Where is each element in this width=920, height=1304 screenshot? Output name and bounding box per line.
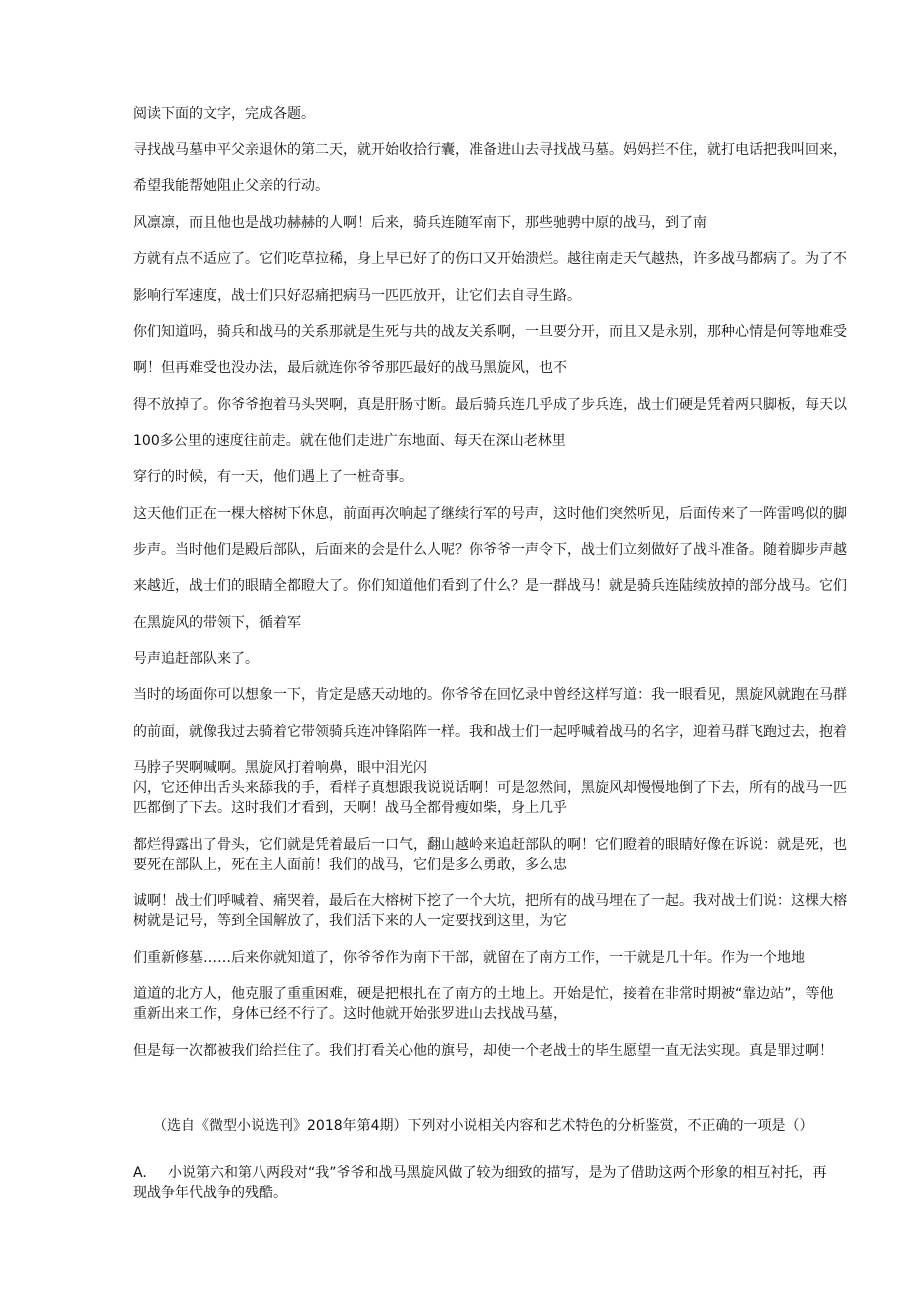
option-text: 现战争年代战争的残酷。: [133, 1185, 287, 1201]
passage-line: 要死在部队上，死在主人面前！我们的战马，它们是多么勇敢，多么忠: [133, 857, 567, 873]
passage-line: 来越近，战士们的眼睛全都瞪大了。你们知道他们看到了什么？是一群战马！就是骑兵连陆续放掉的部分战马。它们: [133, 578, 847, 594]
passage-line: 诚啊！战士们呼喊着、痛哭着，最后在大榕树下挖了一个大坑，把所有的战马埋在了一起。我对战士们说：这棵大榕: [133, 893, 847, 909]
passage-line: 步声。当时他们是殿后部队，后面来的会是什么人呢？你爷爷一声令下，战士们立刻做好了战斗准备。随着脚步声越: [133, 542, 847, 558]
passage-line: 道道的北方人，他克服了重重困难，硬是把根扎在了南方的土地上。开始是忙，接着在非常时期被“靠边站”，等他: [133, 986, 834, 1002]
passage-line: 影响行军速度，战士们只好忍痛把病马一匹匹放开，让它们去自寻生路。: [133, 288, 581, 304]
passage-line: 得不放掉了。你爷爷抱着马头哭啊，真是肝肠寸断。最后骑兵连几乎成了步兵连，战士们硬是凭着两只脚板，每天以: [133, 397, 847, 413]
option-letter: A.: [133, 1165, 147, 1181]
passage-line: 但是每一次都被我们给拦住了。我们打看关心他的旗号，却使一个老战士的毕生愿望一直无法实现。真是罪过啊！: [133, 1043, 833, 1059]
passage-line: 号声追赶部队来了。: [133, 651, 259, 667]
passage-line: 当时的场面你可以想象一下，肯定是感天动地的。你爷爷在回忆录中曾经这样写道：我一眼看见，黑旋风就跑在马群: [133, 687, 847, 703]
passage-line: 们重新修墓……后来你就知道了，你爷爷作为南下干部，就留在了南方工作，一干就是几十年。作为一个地地: [133, 950, 805, 966]
passage-line: 马脖子哭啊喊啊。黑旋风打着响鼻，眼中泪光闪: [133, 760, 427, 776]
passage-line: 寻找战马墓申平父亲退休的第二天，就开始收拾行囊，准备进山去寻找战马墓。妈妈拦不住，就打电话把我叫回来，: [133, 142, 847, 158]
passage-line: 都烂得露出了骨头，它们就是凭着最后一口气，翻山越岭来追赶部队的啊！它们瞪着的眼睛好像在诉说：就是死，也: [133, 837, 847, 853]
passage-line: 闪，它还伸出舌头来舔我的手，看样子真想跟我说说话啊！可是忽然间，黑旋风却慢慢地倒了下去，所有的战马一匹: [133, 780, 847, 796]
instruction-line: 阅读下面的文字，完成各题。: [133, 106, 315, 122]
passage-line: 这天他们正在一棵大榕树下休息，前面再次响起了继续行军的号声，这时他们突然听见，后面传来了一阵雷鸣似的脚: [133, 506, 847, 522]
passage-line: 你们知道吗，骑兵和战马的关系那就是生死与共的战友关系啊，一旦要分开，而且又是永别，那种心情是何等地难受: [133, 324, 847, 340]
passage-line: 的前面，就像我过去骑着它带领骑兵连冲锋陷阵一样。我和战士们一起呼喊着战马的名字，迎着马群飞跑过去，抱着: [133, 724, 847, 740]
passage-line: 在黑旋风的带领下，循着军: [133, 615, 301, 631]
passage-line: 匹都倒了下去。这时我们才看到，天啊！战马全都骨瘦如柴，身上几乎: [133, 800, 567, 816]
option-text: 小说第六和第八两段对“我”爷爷和战马黑旋风做了较为细致的描写，是为了借助这两个形象的相互衬托，再: [168, 1165, 827, 1181]
passage-line: 啊！但再难受也没办法，最后就连你爷爷那匹最好的战马黑旋风，也不: [133, 360, 567, 376]
question-stem: （选自《微型小说选刊》2018年第4期）下列对小说相关内容和艺术特色的分析鉴赏，不正确的一项是（）: [153, 1118, 814, 1134]
passage-line: 100多公里的速度往前走。就在他们走进广东地面、每天在深山老林里: [133, 433, 566, 449]
passage-line: 树就是记号，等到全国解放了，我们活下来的人一定要找到这里，为它: [133, 913, 567, 929]
passage-line: 方就有点不适应了。它们吃草拉稀，身上早已好了的伤口又开始溃烂。越往南走天气越热，许多战马都病了。为了不: [133, 251, 847, 267]
passage-line: 重新出来工作，身体已经不行了。这时他就开始张罗进山去找战马墓，: [133, 1006, 567, 1022]
passage-line: 风凛凛，而且他也是战功赫赫的人啊！后来，骑兵连随军南下，那些驰骋中原的战马，到了南: [133, 215, 707, 231]
passage-line: 希望我能帮她阻止父亲的行动。: [133, 178, 329, 194]
passage-line: 穿行的时候，有一天，他们遇上了一桩奇事。: [133, 469, 413, 485]
